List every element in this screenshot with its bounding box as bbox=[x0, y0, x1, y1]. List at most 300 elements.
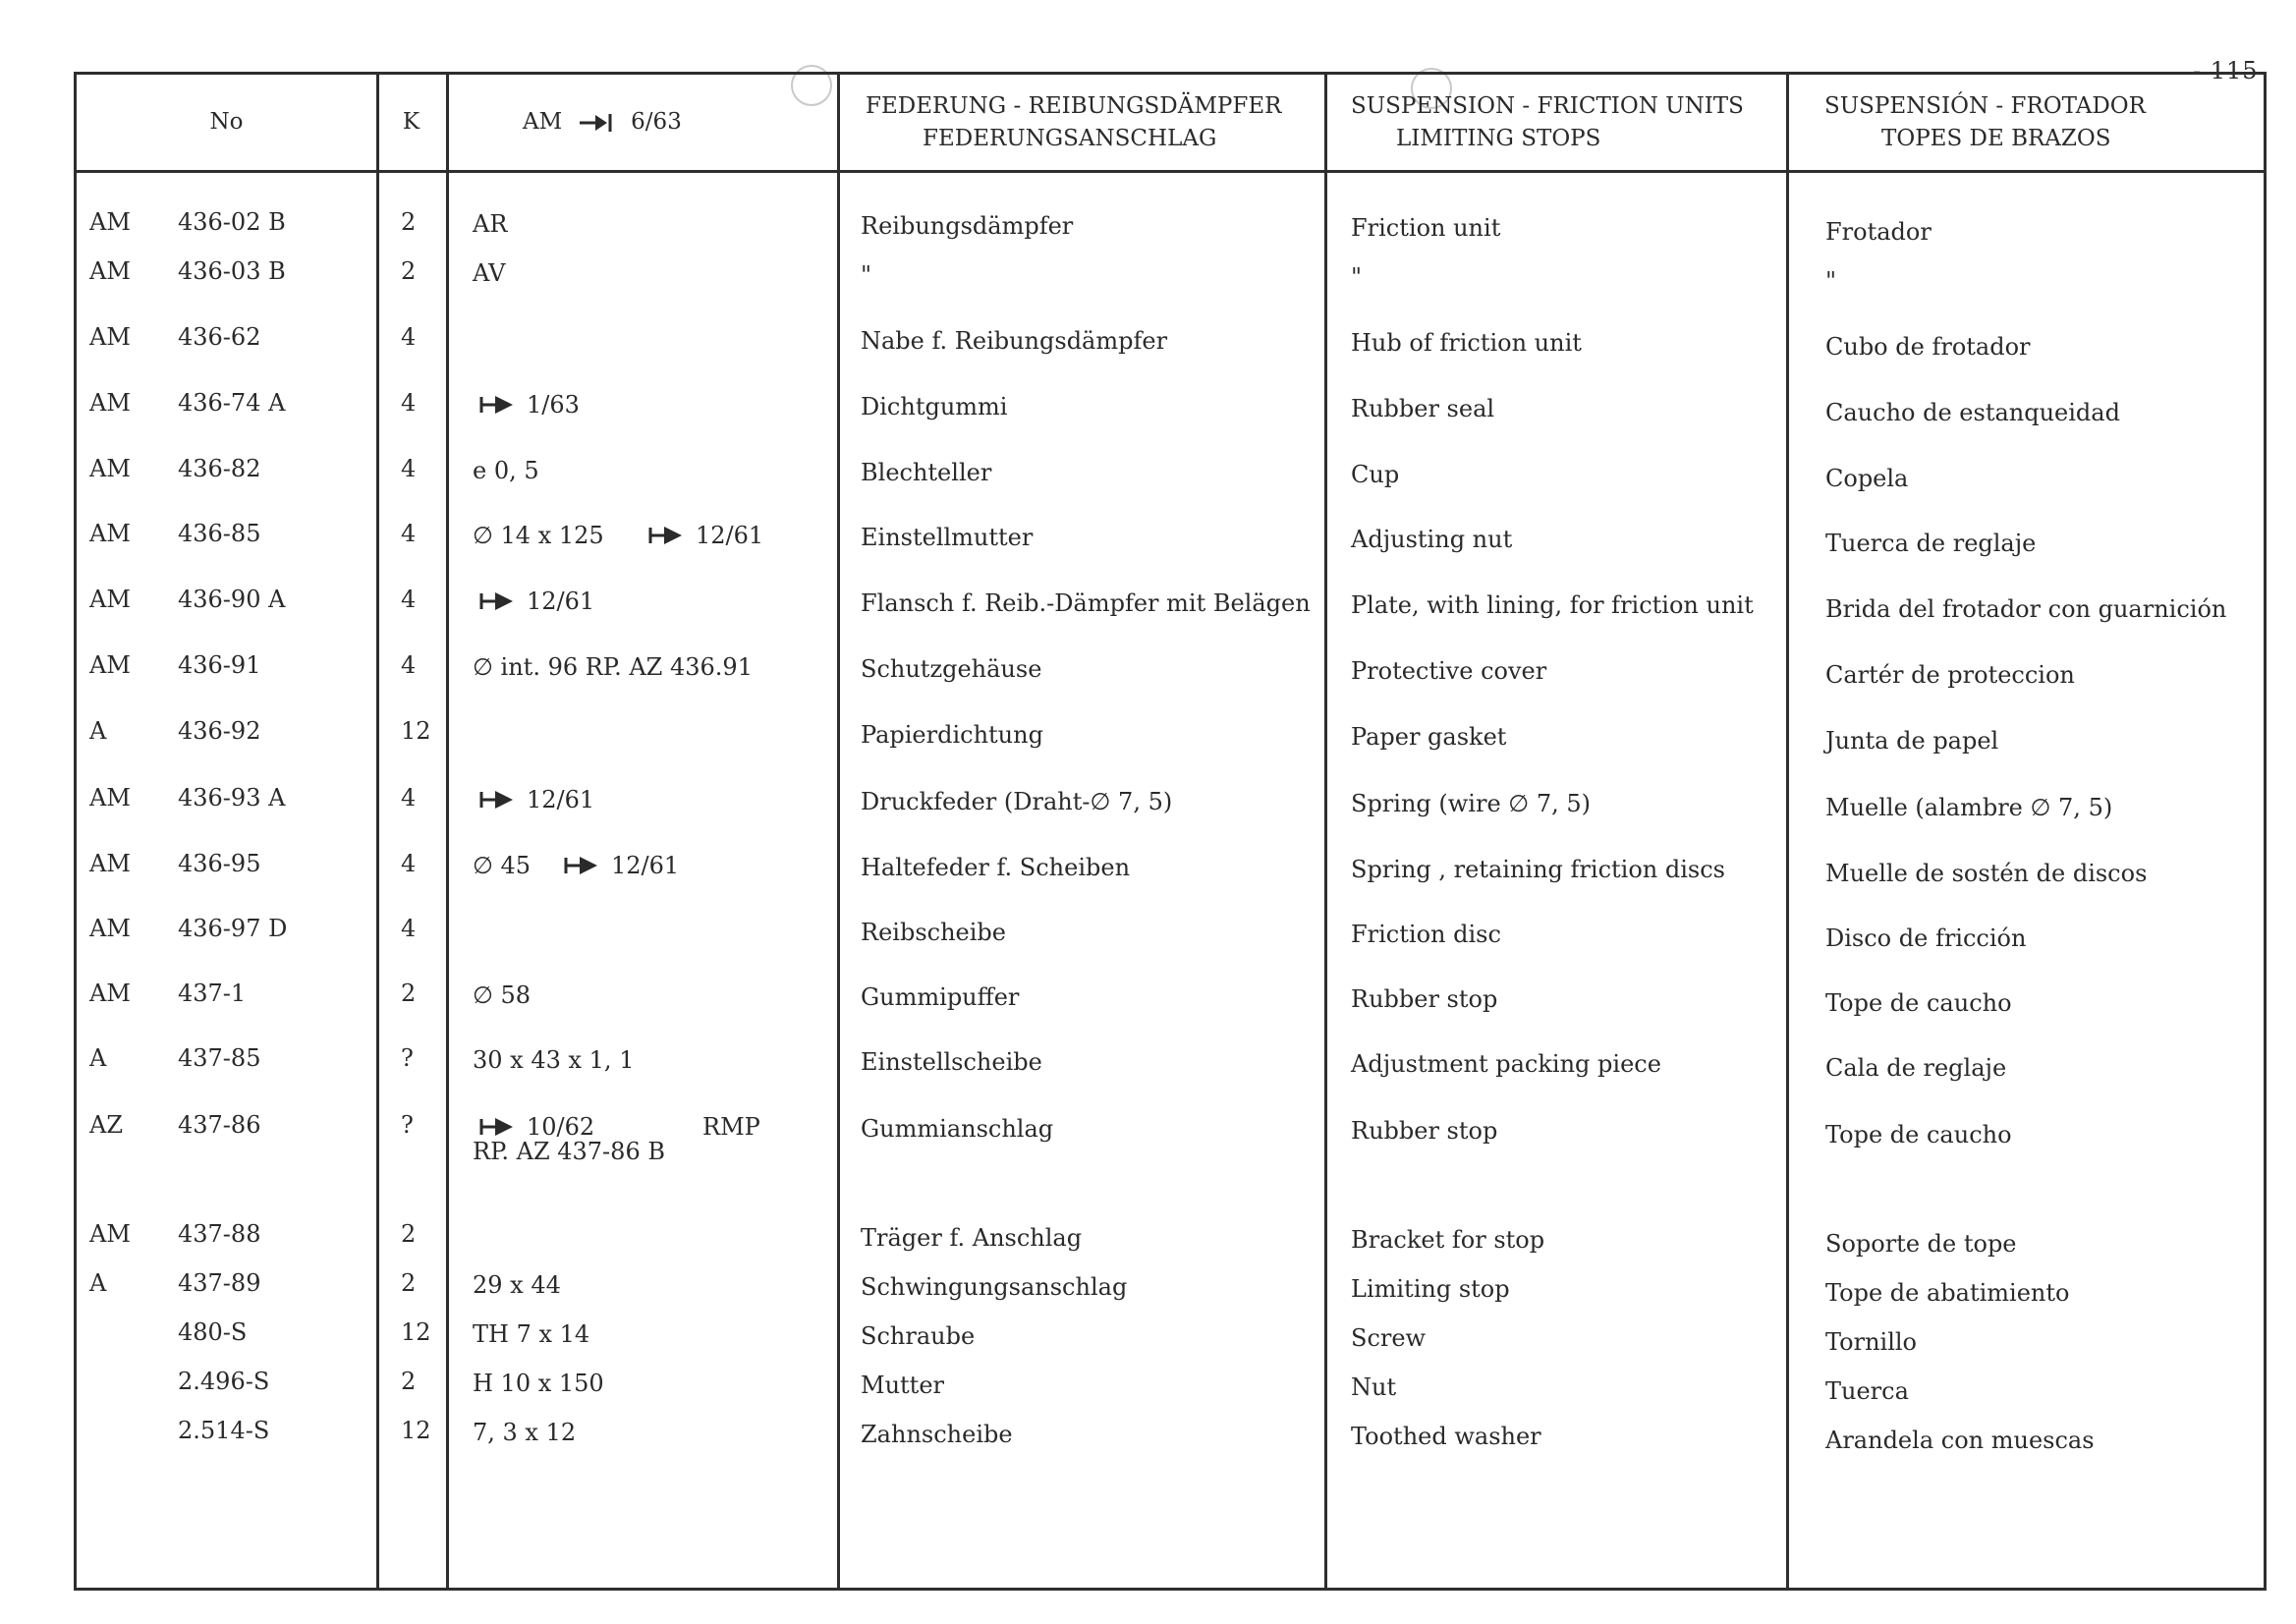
quantity bbox=[401, 979, 416, 1008]
description-english bbox=[1351, 722, 1506, 752]
part-number-text: 436-03 B bbox=[178, 257, 286, 285]
quantity-text: ? bbox=[401, 1044, 414, 1072]
part-number bbox=[178, 519, 260, 548]
part-number-text: 437-89 bbox=[178, 1269, 261, 1297]
remark-3 bbox=[473, 1137, 665, 1166]
remark-text: AR bbox=[473, 210, 508, 238]
remark bbox=[473, 851, 531, 880]
divider-de bbox=[837, 75, 840, 1588]
part-prefix bbox=[89, 1043, 106, 1073]
description-german-text: " bbox=[861, 261, 872, 289]
part-number-text: 437-85 bbox=[178, 1044, 261, 1072]
description-spanish bbox=[1825, 1327, 1917, 1357]
quantity-text: 2 bbox=[401, 208, 417, 236]
remark-text: 7, 3 x 12 bbox=[473, 1419, 577, 1446]
description-spanish-text: Copela bbox=[1825, 465, 1909, 492]
header-k bbox=[376, 75, 446, 170]
description-german-text: Zahnscheibe bbox=[861, 1421, 1013, 1448]
header-english bbox=[1329, 75, 1783, 170]
divider-es bbox=[1786, 75, 1789, 1588]
description-english-text: Limiting stop bbox=[1351, 1275, 1510, 1303]
description-german-text: Einstellmutter bbox=[861, 524, 1034, 551]
header-k-label: K bbox=[402, 109, 420, 135]
description-spanish bbox=[1825, 529, 2036, 558]
remark bbox=[473, 980, 531, 1010]
quantity-text: 4 bbox=[401, 651, 417, 679]
description-german bbox=[861, 1371, 944, 1400]
quantity bbox=[401, 1043, 414, 1073]
description-english bbox=[1351, 590, 1754, 620]
quantity bbox=[401, 388, 416, 418]
description-german-text: Papierdichtung bbox=[861, 721, 1043, 749]
part-prefix bbox=[89, 1110, 123, 1140]
remark bbox=[473, 258, 505, 288]
part-number bbox=[178, 207, 286, 237]
quantity bbox=[401, 1110, 414, 1140]
description-spanish-text: Muelle (alambre ∅ 7, 5) bbox=[1825, 794, 2113, 821]
remark-2-text: 12/61 bbox=[611, 852, 680, 879]
remark bbox=[479, 785, 594, 814]
description-german-text: Flansch f. Reib.-Dämpfer mit Belägen bbox=[861, 589, 1311, 617]
description-german-text: Dichtgummi bbox=[861, 393, 1008, 420]
description-english bbox=[1351, 984, 1497, 1014]
description-spanish-text: " bbox=[1825, 267, 1837, 295]
description-spanish bbox=[1825, 988, 2012, 1018]
description-english bbox=[1351, 1372, 1396, 1402]
description-english-text: Rubber stop bbox=[1351, 985, 1498, 1013]
header-english-line1: SUSPENSION - FRICTION UNITS bbox=[1351, 92, 1744, 119]
header-german bbox=[842, 75, 1323, 170]
header-am bbox=[446, 75, 837, 170]
quantity-text: 2 bbox=[401, 257, 417, 285]
remark bbox=[473, 1270, 561, 1300]
part-number-text: 436-91 bbox=[178, 651, 261, 679]
arrow-to-bar-icon bbox=[479, 394, 521, 416]
part-number bbox=[178, 388, 285, 418]
description-german bbox=[861, 1114, 1053, 1144]
quantity-text: 12 bbox=[401, 1318, 431, 1346]
part-prefix-text: AZ bbox=[89, 1111, 124, 1139]
arrow-to-bar-icon bbox=[479, 590, 521, 612]
remark-text: 10/62 bbox=[527, 1113, 595, 1141]
quantity-text: ? bbox=[401, 1111, 414, 1139]
description-spanish-text: Tuerca de reglaje bbox=[1825, 530, 2037, 557]
description-spanish bbox=[1825, 1376, 1909, 1406]
header-no-label: No bbox=[209, 109, 244, 135]
part-number-text: 436-90 A bbox=[178, 586, 286, 613]
remark-2-text: RMP bbox=[702, 1113, 760, 1141]
description-english-text: Nut bbox=[1351, 1373, 1397, 1401]
quantity bbox=[401, 849, 416, 878]
description-english-text: Hub of friction unit bbox=[1351, 329, 1582, 357]
remark-text: ∅ int. 96 RP. AZ 436.91 bbox=[473, 653, 753, 681]
remark bbox=[479, 587, 594, 616]
description-english bbox=[1351, 525, 1512, 554]
part-number-text: 436-97 D bbox=[178, 915, 288, 942]
part-number-text: 436-74 A bbox=[178, 389, 286, 417]
remark-2-text: 12/61 bbox=[696, 522, 764, 549]
description-english bbox=[1351, 328, 1582, 358]
part-number bbox=[178, 454, 260, 483]
quantity-text: 2 bbox=[401, 1269, 417, 1297]
description-german bbox=[861, 1272, 1127, 1302]
description-spanish-text: Brida del frotador con guarnición bbox=[1825, 595, 2227, 623]
description-german-text: Schraube bbox=[861, 1322, 976, 1350]
quantity bbox=[401, 783, 416, 812]
description-spanish bbox=[1825, 793, 2112, 822]
description-english bbox=[1351, 789, 1591, 818]
description-english bbox=[1351, 920, 1501, 949]
remark-text: 29 x 44 bbox=[473, 1271, 561, 1299]
quantity-text: 12 bbox=[401, 717, 431, 745]
description-english-text: " bbox=[1351, 263, 1363, 291]
part-prefix bbox=[89, 914, 131, 943]
part-prefix-text: AM bbox=[89, 455, 131, 482]
quantity-text: 4 bbox=[401, 455, 417, 482]
part-number bbox=[178, 650, 260, 680]
remark bbox=[473, 456, 539, 485]
part-prefix bbox=[89, 1219, 131, 1249]
description-german bbox=[861, 458, 991, 487]
part-prefix-text: A bbox=[89, 717, 107, 745]
part-number-text: 437-86 bbox=[178, 1111, 261, 1139]
description-spanish bbox=[1825, 726, 1998, 756]
quantity bbox=[401, 322, 416, 352]
part-number-text: 436-82 bbox=[178, 455, 261, 482]
description-spanish-text: Frotador bbox=[1825, 218, 1932, 246]
description-english bbox=[1351, 1225, 1544, 1255]
remark-2 bbox=[648, 521, 763, 550]
remark bbox=[479, 390, 580, 420]
description-german-text: Blechteller bbox=[861, 459, 992, 486]
part-prefix-text: AM bbox=[89, 520, 131, 547]
part-number-text: 2.514-S bbox=[178, 1417, 270, 1444]
part-number-text: 436-85 bbox=[178, 520, 261, 547]
description-spanish bbox=[1825, 1120, 2012, 1149]
description-german bbox=[861, 918, 1006, 947]
page-number: - 115 bbox=[2193, 57, 2259, 84]
description-english-text: Screw bbox=[1351, 1324, 1427, 1352]
description-german-text: Reibscheibe bbox=[861, 919, 1006, 946]
description-german bbox=[861, 523, 1033, 552]
description-english bbox=[1351, 460, 1399, 489]
part-prefix bbox=[89, 322, 131, 352]
part-number bbox=[178, 1367, 269, 1396]
header-spanish-line2: TOPES DE BRAZOS bbox=[1881, 125, 2111, 151]
part-number-text: 437-1 bbox=[178, 980, 247, 1007]
remark-text: AV bbox=[473, 259, 506, 287]
part-prefix bbox=[89, 256, 131, 286]
part-number-text: 436-95 bbox=[178, 850, 261, 877]
remark-2 bbox=[702, 1112, 760, 1142]
remark-text: 1/63 bbox=[527, 391, 580, 419]
remark-text: H 10 x 150 bbox=[473, 1370, 604, 1397]
description-german-text: Nabe f. Reibungsdämpfer bbox=[861, 327, 1168, 355]
description-german bbox=[861, 260, 871, 290]
quantity bbox=[401, 519, 416, 548]
part-prefix-text: A bbox=[89, 1044, 107, 1072]
header-spanish-line1: SUSPENSIÓN - FROTADOR bbox=[1824, 92, 2146, 119]
header-english-line2: LIMITING STOPS bbox=[1396, 125, 1601, 151]
description-german-text: Gummipuffer bbox=[861, 983, 1020, 1011]
part-number bbox=[178, 322, 260, 352]
header-german-line1: FEDERUNG - REIBUNGSDÄMPFER bbox=[866, 92, 1282, 119]
part-prefix-text: AM bbox=[89, 980, 131, 1007]
part-prefix bbox=[89, 585, 131, 614]
description-english-text: Rubber stop bbox=[1351, 1117, 1498, 1145]
part-prefix-text: AM bbox=[89, 208, 131, 236]
remark bbox=[473, 1319, 589, 1349]
part-prefix-text: AM bbox=[89, 1220, 131, 1248]
arrow-to-bar-icon bbox=[479, 789, 521, 811]
description-spanish bbox=[1825, 924, 2026, 953]
description-english-text: Spring (wire ∅ 7, 5) bbox=[1351, 790, 1591, 817]
part-prefix-text: A bbox=[89, 1269, 107, 1297]
description-english bbox=[1351, 1049, 1661, 1079]
description-english bbox=[1351, 213, 1500, 243]
remark-text: e 0, 5 bbox=[473, 457, 539, 484]
remark-text: ∅ 45 bbox=[473, 852, 532, 879]
part-prefix bbox=[89, 1268, 106, 1298]
description-german bbox=[861, 211, 1073, 241]
description-spanish-text: Tornillo bbox=[1825, 1328, 1917, 1356]
description-english-text: Paper gasket bbox=[1351, 723, 1507, 751]
description-spanish-text: Tope de caucho bbox=[1825, 989, 2012, 1017]
quantity bbox=[401, 256, 416, 286]
description-english bbox=[1351, 855, 1725, 884]
description-english-text: Bracket for stop bbox=[1351, 1226, 1545, 1254]
part-prefix-text: AM bbox=[89, 389, 131, 417]
part-prefix bbox=[89, 650, 131, 680]
description-spanish bbox=[1825, 332, 2031, 362]
part-number bbox=[178, 1219, 260, 1249]
arrow-to-bar-icon bbox=[578, 112, 615, 134]
description-english-text: Spring , retaining friction discs bbox=[1351, 856, 1725, 883]
description-english-text: Adjusting nut bbox=[1351, 526, 1513, 553]
part-number-text: 2.496-S bbox=[178, 1368, 270, 1395]
remark-text: 12/61 bbox=[527, 786, 595, 813]
header-am-prefix: AM bbox=[523, 109, 563, 135]
description-german-text: Mutter bbox=[861, 1372, 944, 1399]
description-german bbox=[861, 853, 1130, 882]
description-spanish bbox=[1825, 217, 1932, 247]
quantity-text: 2 bbox=[401, 1368, 417, 1395]
part-prefix bbox=[89, 454, 131, 483]
description-spanish-text: Cubo de frotador bbox=[1825, 333, 2031, 361]
part-prefix-text: AM bbox=[89, 586, 131, 613]
description-english-text: Cup bbox=[1351, 461, 1400, 488]
part-number bbox=[178, 1416, 269, 1445]
quantity bbox=[401, 1317, 431, 1347]
part-number bbox=[178, 1268, 260, 1298]
description-german bbox=[861, 1420, 1013, 1449]
header-spanish bbox=[1791, 75, 2263, 170]
remark bbox=[473, 652, 753, 682]
remark-text: ∅ 58 bbox=[473, 981, 532, 1009]
part-number-text: 436-92 bbox=[178, 717, 261, 745]
quantity-text: 12 bbox=[401, 1417, 431, 1444]
part-number-text: 436-02 B bbox=[178, 208, 286, 236]
description-spanish bbox=[1825, 859, 2147, 888]
remark bbox=[473, 209, 507, 239]
header-german-line2: FEDERUNGSANSCHLAG bbox=[923, 125, 1217, 151]
part-number-text: 437-88 bbox=[178, 1220, 261, 1248]
part-prefix bbox=[89, 519, 131, 548]
description-german-text: Träger f. Anschlag bbox=[861, 1224, 1083, 1252]
description-english-text: Friction disc bbox=[1351, 921, 1501, 948]
part-prefix-text: AM bbox=[89, 651, 131, 679]
quantity-text: 4 bbox=[401, 850, 417, 877]
description-spanish-text: Junta de papel bbox=[1825, 727, 1999, 755]
description-english-text: Friction unit bbox=[1351, 214, 1501, 242]
quantity bbox=[401, 650, 416, 680]
quantity-text: 2 bbox=[401, 1220, 417, 1248]
description-spanish-text: Cartér de proteccion bbox=[1825, 661, 2075, 689]
description-english-text: Adjustment packing piece bbox=[1351, 1050, 1661, 1078]
part-number bbox=[178, 783, 285, 812]
description-english-text: Plate, with lining, for friction unit bbox=[1351, 591, 1754, 619]
remark bbox=[473, 1369, 604, 1398]
quantity bbox=[401, 1367, 416, 1396]
quantity bbox=[401, 716, 431, 746]
quantity-text: 4 bbox=[401, 784, 417, 812]
quantity bbox=[401, 1416, 431, 1445]
description-german-text: Druckfeder (Draht-∅ 7, 5) bbox=[861, 788, 1173, 815]
arrow-to-bar-icon bbox=[648, 525, 690, 546]
part-number-text: 436-93 A bbox=[178, 784, 286, 812]
header-divider bbox=[77, 170, 2264, 173]
description-german bbox=[861, 588, 1311, 618]
remark-text: 12/61 bbox=[527, 588, 595, 615]
part-prefix bbox=[89, 849, 131, 878]
quantity bbox=[401, 914, 416, 943]
header-am-suffix: 6/63 bbox=[631, 109, 682, 135]
description-english bbox=[1351, 1274, 1510, 1304]
part-prefix bbox=[89, 388, 131, 418]
part-prefix bbox=[89, 979, 131, 1008]
description-german-text: Schwingungsanschlag bbox=[861, 1273, 1128, 1301]
part-prefix-text: AM bbox=[89, 915, 131, 942]
description-spanish bbox=[1825, 266, 1836, 296]
description-german bbox=[861, 720, 1043, 750]
description-english bbox=[1351, 656, 1546, 686]
remark-text: TH 7 x 14 bbox=[473, 1320, 590, 1348]
header-no bbox=[77, 75, 376, 170]
description-spanish bbox=[1825, 594, 2226, 624]
part-number bbox=[178, 849, 260, 878]
part-prefix-text: AM bbox=[89, 257, 131, 285]
description-spanish-text: Arandela con muescas bbox=[1825, 1427, 2095, 1454]
remark-3-text: RP. AZ 437-86 B bbox=[473, 1138, 665, 1165]
remark-2 bbox=[564, 851, 679, 880]
divider-k bbox=[376, 75, 379, 1588]
arrow-to-bar-icon bbox=[564, 855, 605, 876]
description-english-text: Protective cover bbox=[1351, 657, 1547, 685]
description-spanish-text: Caucho de estanqueidad bbox=[1825, 399, 2120, 426]
part-prefix bbox=[89, 716, 106, 746]
part-number bbox=[178, 1043, 260, 1073]
description-english bbox=[1351, 262, 1362, 292]
description-spanish-text: Muelle de sostén de discos bbox=[1825, 860, 2148, 887]
description-german-text: Einstellscheibe bbox=[861, 1048, 1042, 1076]
part-number bbox=[178, 914, 287, 943]
description-spanish-text: Disco de fricción bbox=[1825, 924, 2027, 952]
description-spanish bbox=[1825, 1053, 2006, 1083]
description-english bbox=[1351, 394, 1494, 423]
description-german bbox=[861, 654, 1041, 684]
divider-en bbox=[1324, 75, 1327, 1588]
description-german bbox=[861, 392, 1007, 421]
part-number bbox=[178, 716, 260, 746]
description-english-text: Toothed washer bbox=[1351, 1423, 1541, 1450]
description-german bbox=[861, 326, 1167, 356]
part-prefix-text: AM bbox=[89, 850, 131, 877]
arrow-to-bar-icon bbox=[479, 1116, 521, 1138]
part-number-text: 480-S bbox=[178, 1318, 248, 1346]
quantity bbox=[401, 207, 416, 237]
description-german bbox=[861, 982, 1019, 1012]
description-spanish-text: Soporte de tope bbox=[1825, 1230, 2017, 1258]
description-german-text: Gummianschlag bbox=[861, 1115, 1054, 1143]
description-spanish-text: Cala de reglaje bbox=[1825, 1054, 2007, 1082]
remark bbox=[473, 521, 604, 550]
remark bbox=[473, 1418, 576, 1447]
part-number bbox=[178, 979, 246, 1008]
quantity bbox=[401, 1268, 416, 1298]
description-spanish bbox=[1825, 660, 2075, 690]
part-prefix bbox=[89, 207, 131, 237]
description-english bbox=[1351, 1323, 1426, 1353]
part-number bbox=[178, 585, 285, 614]
description-english bbox=[1351, 1422, 1541, 1451]
description-german bbox=[861, 1223, 1082, 1253]
description-german bbox=[861, 1047, 1042, 1077]
part-number-text: 436-62 bbox=[178, 323, 261, 351]
description-german-text: Reibungsdämpfer bbox=[861, 212, 1074, 240]
remark-text: ∅ 14 x 125 bbox=[473, 522, 604, 549]
remark bbox=[473, 1045, 634, 1075]
description-spanish-text: Tope de abatimiento bbox=[1825, 1279, 2070, 1307]
quantity-text: 4 bbox=[401, 323, 417, 351]
quantity bbox=[401, 585, 416, 614]
description-spanish bbox=[1825, 1229, 2017, 1259]
description-spanish bbox=[1825, 398, 2120, 427]
part-prefix bbox=[89, 783, 131, 812]
part-number bbox=[178, 256, 286, 286]
description-spanish bbox=[1825, 1426, 2095, 1455]
description-spanish-text: Tuerca bbox=[1825, 1377, 1909, 1405]
description-english bbox=[1351, 1116, 1497, 1146]
quantity-text: 4 bbox=[401, 389, 417, 417]
description-spanish bbox=[1825, 1278, 2069, 1308]
quantity-text: 4 bbox=[401, 520, 417, 547]
parts-table bbox=[74, 72, 2267, 1591]
part-prefix-text: AM bbox=[89, 784, 131, 812]
part-prefix-text: AM bbox=[89, 323, 131, 351]
part-number bbox=[178, 1110, 260, 1140]
divider-am bbox=[446, 75, 449, 1588]
description-english-text: Rubber seal bbox=[1351, 395, 1495, 422]
description-german-text: Haltefeder f. Scheiben bbox=[861, 854, 1131, 881]
description-spanish-text: Tope de caucho bbox=[1825, 1121, 2012, 1148]
quantity bbox=[401, 1219, 416, 1249]
remark-text: 30 x 43 x 1, 1 bbox=[473, 1046, 635, 1074]
description-german bbox=[861, 787, 1172, 816]
quantity bbox=[401, 454, 416, 483]
quantity-text: 4 bbox=[401, 915, 417, 942]
description-german-text: Schutzgehäuse bbox=[861, 655, 1042, 683]
part-number bbox=[178, 1317, 247, 1347]
